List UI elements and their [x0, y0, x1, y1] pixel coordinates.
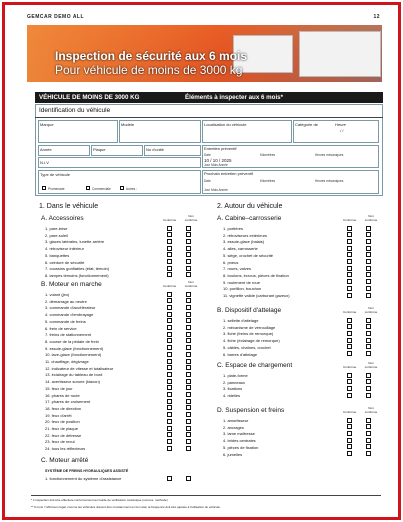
non-conforme-checkbox[interactable]: [186, 439, 191, 444]
conforme-header: Conforme: [343, 310, 357, 314]
conforme-checkbox[interactable]: [347, 318, 352, 323]
conforme-checkbox[interactable]: [347, 286, 352, 291]
checklist-item: 8. lampes témoins (fonctionnement): [45, 272, 109, 278]
banner-title: Inspection de sécurité aux 6 mois: [55, 49, 248, 63]
non-conforme-header: Non conforme: [184, 280, 198, 288]
conforme-header: Conforme: [163, 218, 177, 222]
conforme-checkbox[interactable]: [167, 392, 172, 397]
entretien-preventif-label: Entretien préventif: [204, 146, 237, 151]
conforme-checkbox[interactable]: [347, 324, 352, 329]
conforme-checkbox[interactable]: [167, 372, 172, 377]
checklist-item: 6. jumelles: [223, 451, 243, 457]
promenade-label: Promenade: [48, 187, 65, 191]
checklist-item: 9. essuie-glace (fonctionnement): [45, 345, 104, 351]
niv-field[interactable]: [38, 157, 201, 168]
checklist-item: 17. phares de croisement: [45, 399, 91, 405]
checklist-item: 10. lave-glace (fonctionnement): [45, 352, 102, 358]
checklist-item: 7. coussins gonflables (état, témoin): [45, 266, 110, 272]
non-conforme-checkbox[interactable]: [186, 292, 191, 297]
checklist-item: 11. chauffage, dégivrage: [45, 359, 89, 364]
checklist-item: 3. essuie-glace (balais): [223, 239, 265, 245]
checklist-item: 2. pare-soleil: [45, 232, 68, 238]
checklist-item: 5. commande de freins: [45, 318, 86, 324]
checklist-item: 3. fiche (freins de remorque): [223, 331, 274, 337]
checklist-item: 6. pneus: [223, 259, 239, 265]
conforme-checkbox[interactable]: [167, 252, 172, 257]
accessoires-title: A. Accessoires: [41, 215, 84, 222]
conforme-checkbox[interactable]: [347, 424, 352, 429]
jour-mois-annee-label: Jour Mois Année: [204, 188, 228, 192]
truck-image: [299, 31, 381, 77]
conforme-checkbox[interactable]: [167, 405, 172, 410]
conforme-checkbox[interactable]: [167, 298, 172, 303]
conforme-checkbox[interactable]: [347, 386, 352, 391]
non-conforme-checkbox[interactable]: [186, 239, 191, 244]
date-label: Date: [204, 179, 211, 183]
entretien-date-value[interactable]: 10 / 10 / 2025: [204, 158, 232, 163]
conforme-checkbox[interactable]: [167, 239, 172, 244]
non-conforme-checkbox[interactable]: [186, 419, 191, 424]
non-conforme-checkbox[interactable]: [186, 312, 191, 317]
checklist-item: 5. siège, crochet de sécurité: [223, 252, 274, 258]
non-conforme-header: Non conforme: [364, 361, 378, 369]
type-vehicule-label: Type de véhicule: [40, 172, 71, 177]
checklist-item: 5. pièces de fixation: [223, 444, 259, 450]
conforme-checkbox[interactable]: [167, 332, 172, 337]
non-conforme-header: Non conforme: [364, 306, 378, 314]
non-conforme-checkbox[interactable]: [366, 226, 371, 231]
checklist-item: 24. tous les réflecteurs: [45, 446, 86, 452]
checklist-item: 4. commande d'embrayage: [45, 312, 94, 318]
non-conforme-checkbox[interactable]: [366, 386, 371, 391]
identification-title: Identification du véhicule: [39, 107, 111, 114]
inspection-elements-label: Éléments à inspecter aux 6 mois*: [185, 94, 284, 101]
non-conforme-checkbox[interactable]: [186, 338, 191, 343]
autres-label: Autres :: [126, 187, 137, 191]
non-conforme-checkbox[interactable]: [186, 246, 191, 251]
marque-label: Marque: [40, 122, 54, 127]
conforme-checkbox[interactable]: [167, 432, 172, 437]
conforme-checkbox[interactable]: [347, 246, 352, 251]
checklist-item: 9. roulement de roue: [223, 279, 260, 285]
conforme-checkbox[interactable]: [347, 379, 352, 384]
non-conforme-checkbox[interactable]: [186, 476, 191, 481]
checklist-item: 19. feux d'arrêt: [45, 412, 72, 418]
non-conforme-checkbox[interactable]: [366, 272, 371, 277]
conforme-checkbox[interactable]: [167, 305, 172, 310]
checklist-item: 2. mécanisme de verrouillage: [223, 324, 276, 330]
conforme-checkbox[interactable]: [167, 345, 172, 350]
checklist-item: 12. indicateur de vitesse et totalisateur: [45, 365, 114, 371]
moteur-marche-title: B. Moteur en marche: [41, 281, 102, 288]
non-conforme-checkbox[interactable]: [186, 405, 191, 410]
plaque-label: Plaque: [93, 147, 106, 152]
checklist-item: 4. ailes, carrosserie: [223, 246, 258, 252]
checklist-item: 8. course de la pédale de frein: [45, 338, 99, 344]
section-dans-vehicule: 1. Dans le véhicule: [39, 203, 99, 210]
conforme-checkbox[interactable]: [347, 451, 352, 456]
kilometres-label: Kilomètres: [260, 153, 276, 157]
non-conforme-checkbox[interactable]: [186, 266, 191, 271]
footnote-2: ** 6 mois = Minimum légal, comme les véhicules doivent être constamment en bon état, la fréquence doit être ajustée à l'utilisation du véhicule.: [31, 505, 221, 509]
conforme-checkbox[interactable]: [347, 431, 352, 436]
conforme-checkbox[interactable]: [167, 439, 172, 444]
section-bar: [35, 92, 383, 103]
checklist-item: 1. volant (jeu): [45, 292, 70, 297]
checklist-item: 2. démarrage au neutre: [45, 298, 87, 304]
non-conforme-checkbox[interactable]: [366, 351, 371, 356]
attelage-title: B. Dispositif d'attelage: [217, 307, 282, 314]
autres-checkbox[interactable]: [120, 186, 124, 190]
non-conforme-checkbox[interactable]: [366, 444, 371, 449]
conforme-checkbox[interactable]: [167, 399, 172, 404]
non-conforme-checkbox[interactable]: [186, 432, 191, 437]
conforme-checkbox[interactable]: [167, 359, 172, 364]
checklist-item: 13. éclairage du tableau de bord: [45, 372, 103, 378]
conforme-checkbox[interactable]: [347, 344, 352, 349]
checklist-item: 1. amortisseur: [223, 418, 249, 423]
conforme-header: Conforme: [163, 284, 177, 288]
checklist-item: 3. commande d'accélérateur: [45, 305, 96, 311]
conforme-checkbox[interactable]: [347, 293, 352, 298]
kilometres-label: Kilomètres: [260, 179, 276, 183]
non-conforme-checkbox[interactable]: [186, 318, 191, 323]
non-conforme-checkbox[interactable]: [186, 272, 191, 277]
checklist-item: 5. banquettes: [45, 252, 70, 258]
non-conforme-checkbox[interactable]: [186, 332, 191, 337]
non-conforme-checkbox[interactable]: [366, 451, 371, 456]
conforme-header: Conforme: [343, 410, 357, 414]
conforme-checkbox[interactable]: [167, 246, 172, 251]
categorie-label: Catégorie de: [295, 122, 318, 127]
suspension-title: D. Suspension et freins: [217, 407, 285, 414]
chargement-title: C. Espace de chargement: [217, 362, 293, 369]
checklist-item: 8. boulons, écrous, pièces de fixation: [223, 272, 289, 278]
checklist-item: 5. câbles, chaînes, crochet: [223, 344, 271, 350]
conforme-checkbox[interactable]: [167, 426, 172, 431]
conforme-checkbox[interactable]: [347, 351, 352, 356]
conforme-checkbox[interactable]: [167, 312, 172, 317]
non-conforme-checkbox[interactable]: [366, 279, 371, 284]
conforme-checkbox[interactable]: [347, 226, 352, 231]
non-conforme-checkbox[interactable]: [366, 379, 371, 384]
jour-mois-annee-label: Jour Mois Année: [204, 163, 228, 167]
heures-label: Heures mécaniques: [315, 153, 344, 157]
checklist-item: 4. ridelles: [223, 393, 241, 399]
conforme-checkbox[interactable]: [167, 266, 172, 271]
conforme-header: Conforme: [343, 365, 357, 369]
page-header: [27, 14, 380, 20]
checklist-item: 1. sellette d'attelage: [223, 318, 259, 323]
non-conforme-checkbox[interactable]: [186, 252, 191, 257]
non-conforme-checkbox[interactable]: [366, 252, 371, 257]
non-conforme-checkbox[interactable]: [366, 266, 371, 271]
conforme-checkbox[interactable]: [347, 444, 352, 449]
conforme-checkbox[interactable]: [167, 325, 172, 330]
checklist-item: 6. frein de service: [45, 325, 77, 331]
conforme-checkbox[interactable]: [347, 393, 352, 398]
non-conforme-checkbox[interactable]: [366, 331, 371, 336]
non-conforme-checkbox[interactable]: [186, 359, 191, 364]
checklist-item: 15. feux de jour: [45, 385, 73, 391]
non-conforme-checkbox[interactable]: [366, 418, 371, 423]
checklist-item: 7. freins de stationnement: [45, 332, 92, 338]
non-conforme-checkbox[interactable]: [186, 385, 191, 390]
heure-handwritten: Heure: [335, 122, 346, 127]
conforme-checkbox[interactable]: [167, 338, 172, 343]
non-conforme-checkbox[interactable]: [366, 246, 371, 251]
checklist-item: 1. fonctionnement du système d'assistance: [45, 476, 122, 481]
non-conforme-checkbox[interactable]: [186, 325, 191, 330]
non-conforme-checkbox[interactable]: [186, 345, 191, 350]
conforme-checkbox[interactable]: [167, 232, 172, 237]
conforme-checkbox[interactable]: [167, 292, 172, 297]
modele-label: Modèle: [121, 122, 135, 127]
non-conforme-checkbox[interactable]: [186, 352, 191, 357]
conforme-checkbox[interactable]: [167, 226, 172, 231]
checklist-item: 2. ancrages: [223, 424, 244, 430]
non-conforme-header: Non conforme: [184, 214, 198, 222]
conforme-checkbox[interactable]: [167, 446, 172, 451]
checklist-item: 11. vignette valide (carburant gazeux): [223, 293, 290, 298]
conforme-checkbox[interactable]: [347, 338, 352, 343]
conforme-checkbox[interactable]: [347, 279, 352, 284]
checklist-item: 4. brides centrales: [223, 438, 256, 444]
non-conforme-checkbox[interactable]: [366, 324, 371, 329]
checklist-item: 10. portillon, bouchon: [223, 286, 262, 292]
slash-handwritten: / /: [340, 128, 344, 133]
non-conforme-checkbox[interactable]: [186, 392, 191, 397]
checklist-item: 3. lame maîtresse: [223, 431, 255, 437]
non-conforme-checkbox[interactable]: [366, 424, 371, 429]
checklist-item: 18. feux de direction: [45, 405, 82, 411]
conforme-checkbox[interactable]: [347, 232, 352, 237]
conforme-checkbox[interactable]: [347, 272, 352, 277]
non-conforme-checkbox[interactable]: [186, 372, 191, 377]
commerciale-checkbox[interactable]: [86, 186, 90, 190]
conforme-header: Conforme: [343, 218, 357, 222]
checklist-item: 4. rétroviseur intérieur: [45, 246, 84, 252]
conforme-checkbox[interactable]: [167, 259, 172, 264]
non-conforme-checkbox[interactable]: [186, 412, 191, 417]
non-conforme-checkbox[interactable]: [186, 305, 191, 310]
checklist-item: 1. portières: [223, 226, 244, 231]
conforme-checkbox[interactable]: [347, 331, 352, 336]
conforme-checkbox[interactable]: [167, 318, 172, 323]
conforme-checkbox[interactable]: [347, 418, 352, 423]
heures-label: Heures mécaniques: [315, 179, 344, 183]
title-banner: [27, 25, 382, 82]
non-conforme-checkbox[interactable]: [366, 318, 371, 323]
non-conforme-checkbox[interactable]: [186, 298, 191, 303]
conforme-checkbox[interactable]: [167, 419, 172, 424]
banner-subtitle: Pour véhicule de moins de 3000 kg: [55, 63, 243, 77]
non-conforme-checkbox[interactable]: [366, 232, 371, 237]
promenade-checkbox[interactable]: [42, 186, 46, 190]
non-conforme-header: Non conforme: [364, 406, 378, 414]
non-conforme-checkbox[interactable]: [186, 365, 191, 370]
non-conforme-checkbox[interactable]: [186, 226, 191, 231]
conforme-checkbox[interactable]: [167, 365, 172, 370]
conforme-checkbox[interactable]: [347, 239, 352, 244]
system-heading: SYSTÈME DE FREINS HYDRAULIQUES ASSISTÉ: [45, 469, 129, 473]
section-autour-vehicule: 2. Autour du véhicule: [217, 203, 283, 210]
non-conforme-checkbox[interactable]: [366, 259, 371, 264]
checklist-item: 1. plate-forme: [223, 373, 248, 378]
conforme-checkbox[interactable]: [167, 352, 172, 357]
conforme-checkbox[interactable]: [167, 476, 172, 481]
non-conforme-checkbox[interactable]: [366, 338, 371, 343]
checklist-item: 7. roues, valves: [223, 266, 252, 272]
commerciale-label: Commerciale: [92, 187, 111, 191]
date-label: Date: [204, 153, 211, 157]
non-conforme-checkbox[interactable]: [366, 373, 371, 378]
non-conforme-checkbox[interactable]: [366, 431, 371, 436]
unite-label: No d'unité: [146, 147, 164, 152]
page-number: 12: [373, 14, 380, 20]
checklist-item: 1. pare-brise: [45, 226, 68, 231]
checklist-item: 22. feux de détresse: [45, 432, 82, 438]
checklist-item: 6. barres d'attelage: [223, 351, 258, 357]
checklist-item: 3. fixations: [223, 386, 243, 392]
cabine-title: A. Cabine–carrosserie: [217, 215, 282, 222]
non-conforme-checkbox[interactable]: [366, 286, 371, 291]
prochain-entretien-label: Prochain entretien préventif: [204, 171, 253, 176]
non-conforme-checkbox[interactable]: [366, 393, 371, 398]
company-name: GEMCAR DEMO ALL: [27, 14, 85, 20]
checklist-item: 23. feux de recul: [45, 439, 75, 445]
conforme-checkbox[interactable]: [347, 373, 352, 378]
non-conforme-checkbox[interactable]: [186, 379, 191, 384]
conforme-checkbox[interactable]: [167, 379, 172, 384]
conforme-checkbox[interactable]: [347, 438, 352, 443]
non-conforme-checkbox[interactable]: [186, 259, 191, 264]
footnote-1: * L'inspection doit être effectuée conformément au Guide de vérification mécanique (normes, méthode).: [31, 498, 169, 502]
moteur-arrete-title: C. Moteur arrêté: [41, 457, 89, 464]
checklist-item: 6. ceinture de sécurité: [45, 259, 85, 265]
non-conforme-checkbox[interactable]: [366, 293, 371, 298]
non-conforme-header: Non conforme: [364, 214, 378, 222]
non-conforme-checkbox[interactable]: [186, 446, 191, 451]
vehicle-class-label: VÉHICULE DE MOINS DE 3000 KG: [39, 94, 140, 101]
checklist-item: 3. glaces latérales, lunette arrière: [45, 239, 105, 245]
checklist-item: 21. feux de plaque: [45, 426, 78, 431]
checklist-item: 16. phares de route: [45, 392, 80, 398]
checklist-item: 4. fiche (éclairage de remorque): [223, 338, 280, 344]
checklist-item: 2. rétroviseurs extérieurs: [223, 232, 268, 238]
annee-label: Année: [40, 147, 52, 152]
conforme-checkbox[interactable]: [167, 385, 172, 390]
conforme-checkbox[interactable]: [347, 252, 352, 257]
conforme-checkbox[interactable]: [347, 266, 352, 271]
checklist-item: 2. panneaux: [223, 379, 246, 385]
conforme-checkbox[interactable]: [167, 412, 172, 417]
checklist-item: 20. feux de position: [45, 419, 80, 425]
non-conforme-checkbox[interactable]: [186, 426, 191, 431]
niv-label: N.I.V: [40, 160, 49, 165]
checklist-item: 14. avertisseur sonore (klaxon): [45, 379, 100, 385]
non-conforme-checkbox[interactable]: [366, 344, 371, 349]
non-conforme-checkbox[interactable]: [186, 399, 191, 404]
non-conforme-checkbox[interactable]: [366, 239, 371, 244]
non-conforme-checkbox[interactable]: [366, 438, 371, 443]
non-conforme-checkbox[interactable]: [186, 232, 191, 237]
conforme-checkbox[interactable]: [347, 259, 352, 264]
conforme-checkbox[interactable]: [167, 272, 172, 277]
localisation-label: Localisation du véhicule: [204, 122, 247, 127]
page-frame: [2, 2, 401, 520]
